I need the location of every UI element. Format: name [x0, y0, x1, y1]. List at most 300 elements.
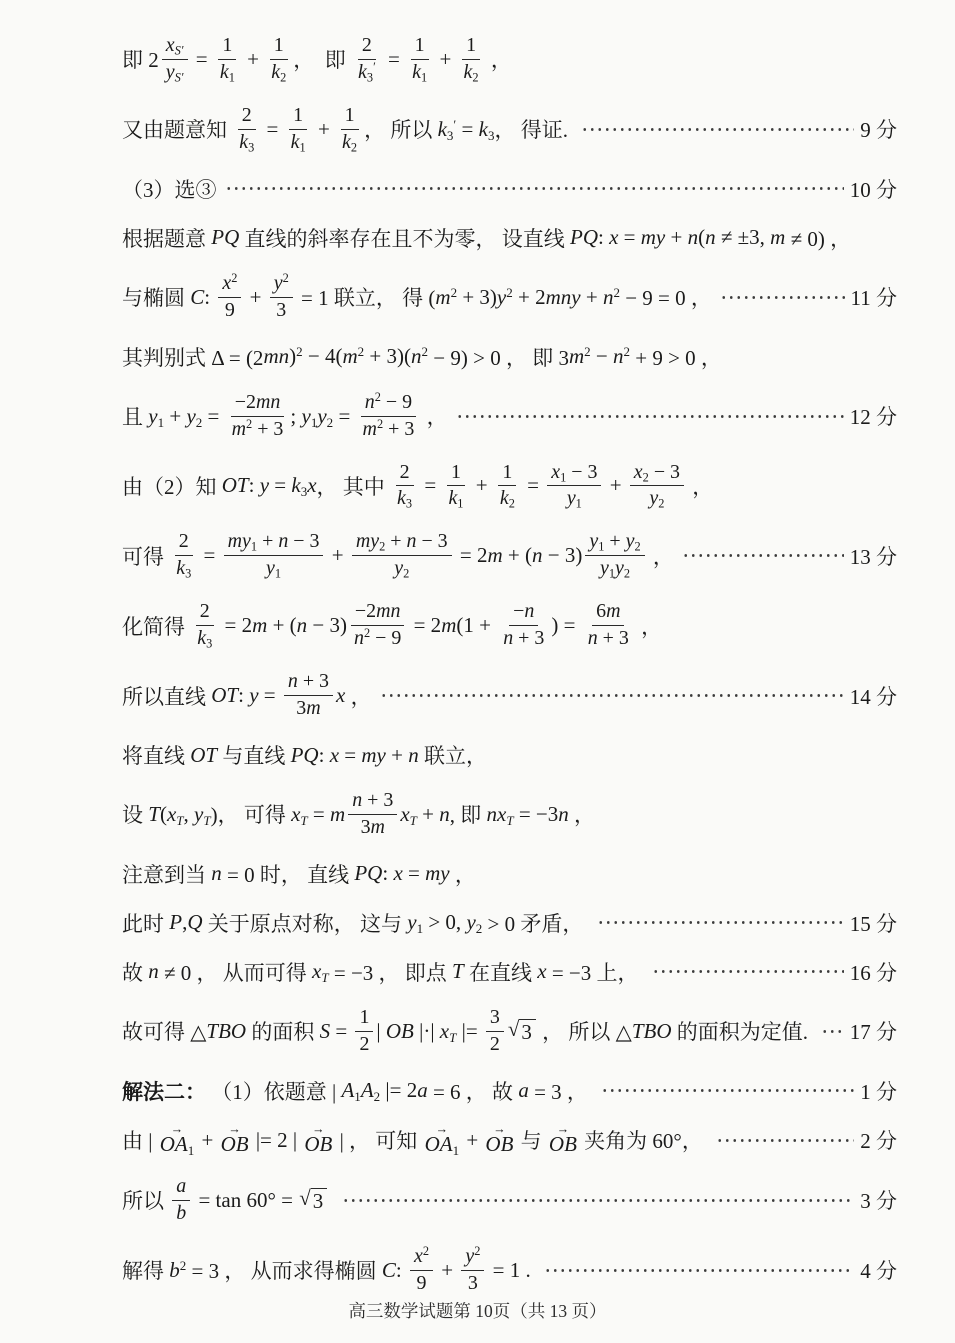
tok-v: OT: [221, 473, 249, 498]
tok-vp: $n^2$: [364, 389, 381, 413]
tok-vp: $n^2$: [602, 284, 620, 309]
tok-v: x: [336, 683, 346, 708]
tok-t: 与直线: [217, 744, 291, 768]
tok-vs: $y_1$: [301, 403, 318, 430]
tok-t: [328, 1188, 333, 1213]
tok-v: n: [352, 789, 363, 811]
tok-vs: $k_3$: [197, 627, 213, 651]
tok-vs: $k_2$: [499, 487, 515, 512]
tok-t: ， 即: [293, 48, 352, 73]
math-line: [122, 342, 897, 372]
tok-vs: $y_2$: [317, 403, 334, 430]
tok-f: [348, 789, 397, 840]
tok-vp: $b^2$: [169, 1257, 187, 1282]
tok-t: 3: [296, 697, 307, 720]
tok-v: n: [148, 959, 159, 984]
vector-arrow-icon: →: [435, 1121, 449, 1136]
tok-t: +: [312, 116, 336, 141]
tok-vp: $x^2$: [222, 270, 238, 294]
tok-t: 联立，: [418, 744, 487, 768]
tok-t: 2: [241, 103, 252, 126]
tok-t: + 2: [512, 284, 546, 309]
vector-arrow-icon: →: [170, 1121, 184, 1136]
tok-sq: √ 3: [508, 1019, 536, 1043]
tok-t: − 4(: [302, 344, 343, 369]
tok-t: 1: [293, 103, 304, 126]
tok-f: [224, 530, 324, 581]
tok-vs: $y_2$: [394, 557, 410, 582]
tok-v: n: [558, 801, 569, 826]
tok-f: [460, 34, 483, 85]
tok-f: [270, 272, 293, 323]
dotted-leader: [380, 691, 844, 700]
tok-vs: $y_1$: [407, 910, 424, 937]
tok-t: > 0,: [423, 910, 467, 935]
tok-t: + 3)(: [364, 344, 411, 369]
tok-v: m: [306, 697, 321, 720]
tok-v: x: [609, 225, 619, 250]
tok-t: −2: [234, 390, 256, 413]
math-line: [122, 104, 897, 155]
tok-v: my: [361, 742, 386, 767]
tok-t: :: [382, 861, 394, 886]
tok-vp: $n^2$: [411, 343, 429, 369]
tok-t: 3: [360, 815, 371, 838]
math-line: [122, 461, 897, 512]
footer-text: 高三数学试题第 10页（共 13 页）: [348, 1301, 607, 1321]
tok-v: n: [532, 543, 543, 568]
tok-t: − 9: [380, 390, 413, 413]
tok-t: +: [434, 46, 457, 71]
tok-tp: )$^2$: [289, 343, 303, 369]
tok-vs: $x_T$: [400, 801, 417, 828]
tok-t: 3: [312, 1189, 324, 1214]
tok-v: mny: [545, 284, 581, 309]
tok-f: [162, 34, 188, 85]
tok-vp: $y^2$: [273, 270, 289, 294]
tok-vs: $k_1$: [219, 60, 235, 85]
tok-vs: $y_1$: [148, 403, 165, 430]
tok-t: 设: [122, 803, 149, 828]
dotted-leader: [601, 1086, 854, 1095]
tok-vp: $m^2$: [568, 343, 591, 369]
tok-t: |=: [456, 1018, 483, 1043]
tok-t: （1）依题意 |: [206, 1079, 342, 1104]
tok-v: S: [319, 1018, 331, 1043]
tok-vp: $m^2$: [231, 416, 253, 440]
tok-t: | ， 可知: [334, 1129, 423, 1154]
tok-v: TBO: [206, 1018, 247, 1043]
tok-t: +: [580, 284, 603, 309]
tok-t: ， 所以: [364, 118, 438, 143]
tok-t: +: [385, 742, 409, 767]
tok-t: = 1 联立， 得 (: [295, 286, 436, 311]
tok-t: + 9 > 0 ，: [630, 345, 722, 370]
tok-vec: → OB: [220, 1121, 249, 1156]
tok-t: = −3 ， 即点: [328, 960, 453, 985]
tok-t: 1: [273, 34, 284, 56]
tok-vp: $y^2$: [465, 1244, 481, 1267]
tok-t: ) =: [551, 613, 581, 638]
tok-t: ≠ ±3,: [715, 225, 771, 250]
math-line: [122, 1121, 897, 1158]
tok-f: [172, 530, 195, 581]
tok-f: [193, 600, 216, 651]
tok-t: +: [257, 530, 279, 553]
tok-v: n: [408, 742, 419, 767]
tok-vp: $m^2$: [435, 284, 458, 309]
tok-f: [630, 461, 684, 512]
math-line: [122, 957, 897, 987]
tok-vs: $y_2$: [370, 530, 386, 555]
tok-vp: $m^2$: [342, 343, 365, 369]
tok-t: 1: [466, 34, 477, 56]
tok-v: OB: [385, 1018, 414, 1043]
math-line: [122, 600, 897, 651]
tok-t: − 3): [542, 543, 583, 568]
tok-vs: $k_2$: [463, 60, 479, 85]
tok-t: +: [196, 1127, 219, 1152]
tok-v: n: [705, 225, 716, 250]
tok-f: [350, 600, 405, 651]
dotted-leader: [544, 1266, 854, 1275]
tok-t: + 3: [297, 670, 330, 693]
score-mark: 10 分: [849, 177, 897, 202]
tok-v: n: [687, 225, 699, 250]
tok-t: + 3: [383, 417, 415, 440]
math-line: [122, 530, 897, 581]
tok-f: [355, 1006, 373, 1057]
tok-t: ,: [182, 910, 188, 935]
tok-t: 1: [414, 34, 425, 56]
tok-t: − 3: [416, 530, 448, 553]
tok-f: [393, 461, 416, 512]
tok-t: |= 2: [380, 1078, 418, 1103]
math-line: [122, 272, 897, 323]
tok-t: +: [604, 473, 627, 498]
score-mark: 9 分: [860, 118, 897, 143]
tok-t: ，: [635, 614, 663, 639]
tok-vs: $k_1$: [290, 130, 306, 155]
tok-v: mn: [263, 344, 290, 369]
tok-vec: → $OA_1$: [424, 1121, 460, 1158]
tok-v: n: [587, 627, 598, 650]
tok-f: [216, 34, 239, 85]
tok-t: = 3 ，: [528, 1079, 594, 1104]
tok-vp: $y^2$: [496, 284, 513, 309]
tok-t: − 3: [566, 460, 598, 483]
tok-vs: $y_1$: [589, 530, 605, 555]
tok-t: =: [198, 543, 221, 568]
tok-t: = 0 时， 直线: [221, 862, 355, 887]
tok-v: m: [227, 530, 243, 553]
score-mark: 4 分: [860, 1259, 897, 1284]
tok-t: + 3): [457, 284, 497, 309]
tok-v: m: [330, 801, 346, 826]
tok-t: 所以: [122, 1189, 170, 1214]
tok-t: +: [164, 403, 187, 428]
tok-v: n: [524, 600, 535, 623]
tok-f: [410, 1245, 433, 1296]
tok-t: +: [385, 530, 407, 553]
tok-f: [267, 34, 290, 85]
tok-t: + 3: [362, 789, 394, 811]
tok-vs: $y_1$: [566, 487, 582, 512]
tok-vec: → OB: [548, 1121, 577, 1156]
tok-t: 注意到当: [122, 862, 212, 887]
tok-t: ≠ 0 ， 从而可得: [158, 960, 313, 985]
math-line: [122, 1175, 897, 1226]
tok-t: 直线的斜率存在且不为零， 设直线: [239, 226, 570, 251]
score-mark: 15 分: [849, 911, 897, 936]
tok-t: +: [416, 801, 440, 826]
tok-v: x: [393, 861, 403, 886]
tok-t: |= 2 |: [250, 1127, 303, 1152]
tok-t: |·|: [413, 1018, 440, 1043]
tok-vs: $k_3$: [397, 487, 413, 512]
math-line: [122, 789, 897, 840]
tok-t: 其判别式 Δ = (2: [122, 345, 264, 370]
tok-t: 且: [122, 405, 149, 430]
tok-v: b: [176, 1201, 187, 1224]
tok-t: ，: [647, 544, 674, 569]
tok-t: 与椭圆: [122, 286, 191, 311]
tok-t: − 3): [307, 613, 347, 638]
tok-vs: $y_2$: [615, 557, 631, 582]
tok-t: |: [376, 1018, 386, 1043]
dotted-leader: [342, 1196, 855, 1205]
tok-t: = 1 .: [487, 1257, 536, 1282]
tok-t: =: [190, 46, 213, 71]
tok-f: [585, 530, 644, 581]
tok-f: [461, 1245, 484, 1296]
tok-t: =: [307, 801, 331, 826]
tok-t: = 6 ， 故: [427, 1079, 519, 1104]
tok-t: − 9 = 0 ，: [619, 286, 712, 311]
tok-f: [235, 104, 258, 155]
tok-t: 由（2）知: [122, 474, 222, 499]
tok-t: 关于原点对称， 这与: [202, 911, 408, 936]
tok-t: −: [513, 600, 525, 623]
tok-f: [359, 391, 419, 442]
tok-f: [496, 461, 519, 512]
tok-t: =: [402, 861, 426, 886]
tok-vs: $k_1$: [412, 60, 428, 85]
tok-t: 3: [467, 1271, 478, 1294]
tok-t: =: [269, 473, 292, 498]
tok-t: ,: [183, 801, 195, 826]
tok-t: , 即: [449, 803, 487, 828]
tok-v: my: [425, 861, 450, 886]
math-line: [122, 391, 897, 442]
tok-t: + (: [267, 613, 297, 638]
tok-t: 1: [222, 34, 233, 56]
tok-t: +: [244, 284, 267, 309]
tok-t: ，: [345, 684, 372, 709]
tok-vs: $x_T$: [439, 1018, 457, 1045]
tok-sq: √ 3: [299, 1188, 327, 1212]
tok-t: :: [204, 284, 216, 309]
tok-vp: $n^2$: [612, 343, 630, 369]
tok-t: =: [258, 683, 281, 708]
tok-vs: $k_3$: [478, 116, 495, 143]
tok-t: = 2: [408, 613, 442, 638]
tok-t: +: [326, 543, 349, 568]
tok-t: −2: [354, 600, 377, 623]
dotted-leader: [581, 125, 854, 134]
tok-vs: $k_3$: [239, 130, 255, 155]
tok-t: 夹角为 60°，: [578, 1129, 709, 1154]
tok-v: x: [307, 473, 317, 498]
tok-vp: $m^2$: [362, 416, 384, 440]
tok-v: C: [381, 1257, 396, 1282]
tok-t: =: [419, 473, 442, 498]
tok-t: :: [238, 683, 250, 708]
tok-v: m: [770, 225, 786, 250]
score-mark: 3 分: [860, 1189, 897, 1214]
math-line: [122, 1006, 897, 1057]
tok-v: n: [211, 861, 222, 886]
dotted-leader: [652, 967, 844, 976]
tok-t: = 2: [219, 613, 253, 638]
score-mark: 16 分: [849, 960, 897, 985]
tok-t: ;: [290, 403, 302, 428]
tok-t: +: [604, 530, 626, 553]
tok-t: （3）选③: [122, 177, 217, 202]
tok-t: − 3: [648, 460, 681, 483]
tok-v: m: [370, 815, 385, 838]
tok-t: +: [461, 1127, 484, 1152]
tok-vec: → OB: [485, 1121, 514, 1156]
tok-v: n: [287, 670, 298, 693]
tok-vs: $x_1$: [551, 460, 567, 485]
dotted-leader: [682, 551, 844, 560]
tok-v: x: [329, 742, 340, 767]
tok-vec: → OB: [304, 1121, 333, 1156]
tok-f: [408, 34, 431, 85]
tok-t: ，: [687, 474, 714, 499]
tok-v: m: [487, 543, 503, 568]
tok-t: 2: [361, 34, 372, 56]
tok-t: 将直线: [122, 744, 191, 768]
tok-f: [228, 391, 288, 442]
tok-t: +: [470, 473, 493, 498]
tok-t: 在直线: [463, 960, 538, 985]
tok-vs: $x_T$: [291, 801, 308, 828]
tok-t: 1: [344, 103, 355, 126]
tok-t: (1 +: [456, 613, 497, 638]
tok-v: Q: [187, 910, 203, 935]
tok-t: :: [395, 1257, 407, 1282]
tok-t: 9: [416, 1271, 427, 1294]
tok-vs: $x_T$: [497, 801, 514, 828]
dotted-leader: [456, 412, 844, 421]
tok-t: ，: [421, 405, 448, 430]
score-mark: 11 分: [850, 286, 897, 311]
tok-t: ，: [485, 48, 512, 73]
tok-v: m: [606, 600, 621, 623]
tok-t: =: [339, 742, 362, 767]
tok-t: =: [456, 116, 479, 141]
tok-v: OT: [211, 683, 239, 708]
tok-t: ，: [568, 803, 596, 828]
dotted-leader: [225, 184, 844, 193]
tok-t: =: [202, 403, 225, 428]
tok-t: :: [598, 225, 610, 250]
vector-arrow-icon: →: [228, 1121, 241, 1136]
tok-vs: $x_T$: [312, 959, 329, 986]
math-line: [122, 34, 897, 85]
tok-f: [218, 272, 241, 323]
score-mark: 12 分: [849, 405, 897, 430]
tok-t: =: [333, 403, 356, 428]
tok-v: m: [355, 530, 371, 553]
tok-t: =: [521, 473, 545, 498]
tok-t: 又由题意知: [122, 118, 233, 143]
tok-t: 3: [276, 298, 287, 321]
tok-vec: → $OA_1$: [159, 1121, 195, 1158]
vector-arrow-icon: →: [556, 1121, 570, 1136]
tok-v: TBO: [631, 1018, 672, 1043]
tok-t: 解得: [122, 1259, 170, 1284]
dotted-leader: [720, 293, 845, 302]
tok-vs: $x_{S'}$: [165, 34, 184, 58]
tok-v: m: [441, 613, 457, 638]
tok-t: 与: [515, 1129, 547, 1154]
tok-vs: $k_3$: [291, 473, 308, 500]
vector-arrow-icon: →: [312, 1121, 325, 1136]
tok-t: 2: [489, 1032, 500, 1055]
tok-f: [547, 461, 601, 512]
tok-t: 故: [122, 960, 149, 985]
tok-t: 的面积: [246, 1020, 320, 1045]
tok-v: T: [148, 801, 160, 826]
tok-v: T: [452, 959, 464, 984]
tok-t: 1: [502, 460, 513, 483]
tok-vs: $y_1$: [242, 530, 258, 555]
score-mark: 17 分: [849, 1020, 897, 1045]
tok-v: y: [249, 683, 259, 708]
tok-vsp: $k_3'$: [437, 116, 457, 143]
tok-v: a: [176, 1175, 187, 1198]
tok-v: a: [417, 1078, 428, 1103]
tok-v: P: [169, 910, 183, 935]
math-line: [122, 223, 897, 253]
tok-vs: $y_2$: [186, 403, 203, 430]
tok-v: PQ: [570, 225, 598, 250]
tok-v: PQ: [354, 861, 383, 886]
tok-v: PQ: [290, 742, 319, 767]
tok-t: = tan 60° =: [193, 1187, 299, 1212]
tok-t: =: [618, 225, 641, 250]
tok-t: ，: [449, 862, 476, 887]
score-mark: 13 分: [849, 544, 897, 569]
tok-v: mn: [376, 600, 401, 623]
tok-v: m: [252, 613, 268, 638]
tok-t: 2: [199, 600, 210, 623]
dotted-leader: [597, 918, 844, 927]
tok-f: [444, 461, 467, 512]
tok-vs: $A_1$: [341, 1078, 361, 1105]
tok-t: = −3 上，: [546, 960, 644, 985]
tok-t: )， 可得: [210, 803, 292, 828]
page-footer: [0, 1298, 955, 1323]
tok-v: n: [278, 530, 289, 553]
tok-v: C: [190, 284, 205, 309]
tok-v: PQ: [211, 225, 240, 250]
tok-t: =: [330, 1018, 353, 1043]
tok-t: +: [241, 46, 265, 71]
